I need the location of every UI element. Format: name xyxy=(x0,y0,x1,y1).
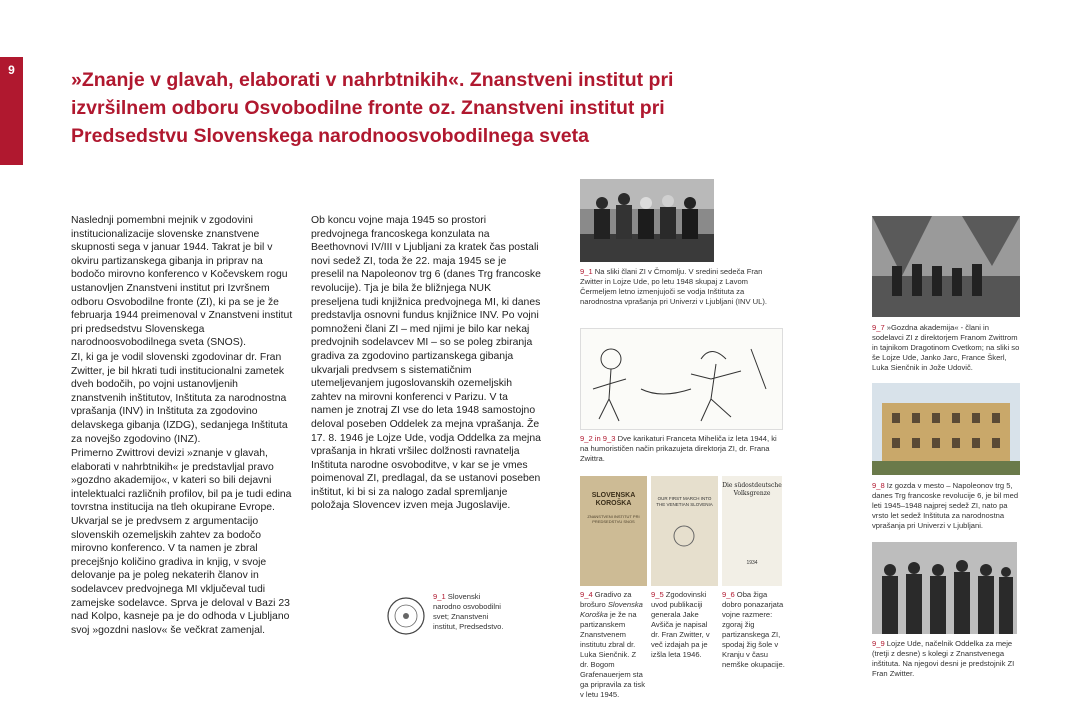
caption-text: »Gozdna akademija« - člani in sodelavci ZI z direktorjem Franom Zwittrom in tajnikom Dragotinom Cvetkom; na sliki so še Lojze Ude, Janko Jarc, France Škerl, Luka Sienčnik in Jože Udovič. xyxy=(872,323,1020,372)
caption-text: je že na partizanskem Znanstvenem institutu zbral dr. Luka Sienčnik. Z dr. Bogom Grafenauerjem sta ga pripravila za tisk v letu 1945. xyxy=(580,610,645,699)
caption-text: Gradivo za brošuro xyxy=(580,590,632,609)
seal-stamp xyxy=(386,596,426,636)
caption-text: Oba žiga dobro ponazarjata vojne razmere: zgoraj žig partizanskega ZI, spodaj žig šole v Kranju v času nemške okupacije. xyxy=(722,590,785,669)
book-year: 1934 xyxy=(746,560,758,566)
caption-9-4 xyxy=(580,590,646,700)
caricature-drawing xyxy=(581,329,782,429)
caption-seal xyxy=(433,592,507,632)
page-title: »Znanje v glavah, elaborati v nahrbtnikih«. Znanstveni institut pri izvršilnem odboru Osvobodilne fronte oz. Znanstveni institut pri Predsedstvu Slovenskega narodnoosvobodilnega sveta xyxy=(71,69,674,147)
book-volksgrenze xyxy=(722,476,782,586)
caption-number: 9_2 in 9_3 xyxy=(580,434,616,443)
paragraph: ZI, ki ga je vodil slovenski zgodovinar dr. Fran Zwitter, je bil hkrati tudi institucionalni zametek dveh bodočih, po vojni ustanovljenih znanstvenih inštitutov, Inštituta za narodnostna vprašanja (INV) in Inštituta za zgodovino delavskega gibanja (IZDG), sedanjega Inštituta za novejšo zgodovino (INZ). xyxy=(71,351,288,445)
caption-number: 9_1 xyxy=(433,592,446,601)
page-number-tab xyxy=(0,57,23,165)
book-emblem xyxy=(651,518,718,558)
caption-text: Dve karikaturi Franceta Miheliča iz leta 1944, ki na humorističen način prikazujeta direktorja ZI, dr. Frana Zwittra. xyxy=(580,434,777,463)
caption-text: Iz gozda v mesto – Napoleonov trg 5, danes Trg francoske revolucije 6, je bil med leti 1945–1948 najprej sedež ZI, nato pa vrsto let sedež Inštituta za narodnostna vprašanja pri Univerzi v Ljubljani. xyxy=(872,481,1019,530)
caption-number: 9_6 xyxy=(722,590,735,599)
caption-number: 9_9 xyxy=(872,639,885,648)
colleagues-photo xyxy=(872,542,1017,634)
text-column-1 xyxy=(71,214,293,638)
caption-text: Zgodovinski uvod publikaciji generala Jake Avšiča je napisal dr. Fran Zwitter, v več izdajah pa je izšla leta 1946. xyxy=(651,590,710,659)
paragraph: Ob koncu vojne maja 1945 so prostori predvojnega francoskega konzulata na Beethovnovi IV/III v Ljubljani za kratek čas postali novi sedež ZI, toda že 22. maja 1945 se je preselil na Napoleonov trg 6 (danes Trg francoske revolucije). Tja je bila že bližnjega NUK preseljena tudi knjižnica predvojnega MI, ki danes predstavlja osnovni fundus knjižnice INV. Po vojni pomnoženi člani ZI – med njimi je bilo kar nekaj predvojnih sodelavcev MI – so se poleg zbiranja gradiva za zgodovino partizanskega gibanja ukvarjali predvsem s sistematičnim utemeljevanjem jugoslovanskih ozemeljskih zahtev na mirovni konferenci v Parizu. V ta namen je znotraj ZI vse do leta 1948 samostojno deloval poseben Oddelek za mejna vprašanja. Že 17. 8. 1946 je Lojze Ude, vodja Oddelka za mejna vprašanja in hkrati vršilec dolžnosti ravnatelja Inštituta narodne osvoboditve, v kar se je vmes poimenoval ZI, predlagal, da se ustanovi poseben inštitut, ki bi si za nalogo zadal spremljanje položaja Slovencev izven meja Jugoslavije. xyxy=(311,215,541,512)
caption-9-1 xyxy=(580,267,780,307)
caption-number: 9_8 xyxy=(872,481,885,490)
caption-number: 9_1 xyxy=(580,267,593,276)
caption-text: Na sliki člani ZI v Črnomlju. V sredini sedeča Fran Zwitter in Lojze Ude, po letu 1948 skupaj z Lavom Čermeljem letno izmenjujoči se vodja Inštituta za narodnostna vprašanja pri Univerzi v Ljubljani (INV UL). xyxy=(580,267,767,306)
book-title: OUR FIRST MARCH INTO THE VENETIAN SLOVENIA xyxy=(656,496,713,507)
caption-9-9 xyxy=(872,639,1022,679)
book-slovenska-koroska xyxy=(580,476,647,586)
paragraph: Primerno Zwittrovi devizi »znanje v glavah, elaborati v nahrbtnikih« je predstavljal pravo »gozdno akademijo«, v kateri so bili dejavni intelektualci različnih profilov, bil pa je tudi edina tovrstna institucija na tleh okupirane Evrope. Ukvarjal se je predvsem z argumentacijo slovenskih ozemeljskih zahtev za bodočo mirovno konferenco. V ta namen je zbral precejšnjo količino gradiva in knjig, v svoje delovanje pa je poleg nekaterih članov in sodelavcev predvojnega MI vključeval tudi zamejske sodelavce. Sprva je deloval v Bazi 23 nad Kolpo, kasneje pa je do odhoda v Ljubljano svoj »gozdni naslov« še večkrat zamenjal. xyxy=(71,448,292,636)
text-column-2 xyxy=(311,214,541,514)
book-title: SLOVENSKA KOROŠKA xyxy=(591,492,636,507)
caption-9-5 xyxy=(651,590,717,660)
page-number: 9 xyxy=(8,63,15,77)
caption-9-6 xyxy=(722,590,786,670)
book-title: Die südostdeutsche Volksgrenze xyxy=(722,482,782,497)
building-photo xyxy=(872,383,1020,475)
book-subtitle: ZNANSTVENI INSTITUT PRI PREDSEDSTVU SNOS xyxy=(587,514,640,524)
caption-9-7 xyxy=(872,323,1022,373)
caption-number: 9_4 xyxy=(580,590,593,599)
caption-9-8 xyxy=(872,481,1022,531)
caricatures xyxy=(580,328,783,430)
caption-9-2-3 xyxy=(580,434,780,464)
caption-number: 9_5 xyxy=(651,590,664,599)
caption-number: 9_7 xyxy=(872,323,885,332)
paragraph: Naslednji pomembni mejnik v zgodovini institucionalizacije slovenske znanstvene skupnosti sega v januar 1944. Takrat je bil v okviru partizanskega gibanja in priprav na bodočo mirovno konferenco v Kočevskem rogu ustanovljen Znanstveni institut pri Izvršnem odboru Osvobodilne fronte (ZI), ki pa se je že februarja 1944 preimenoval v Znanstveni institut pri predsedstvu Slovenskega narodnoosvobodilnega sveta (SNOS). xyxy=(71,215,293,349)
book-first-march xyxy=(651,476,718,586)
group-photo xyxy=(580,179,714,262)
caption-book-title: Slovenska Koroška xyxy=(580,600,643,619)
caption-text: Lojze Ude, načelnik Oddelka za meje (tretji z desne) s kolegi z Znanstvenega inštituta. Na njegovi desni je predstojnik ZI Fran Zwitter. xyxy=(872,639,1015,678)
group-photo-graphic xyxy=(580,179,714,262)
caption-text: Slovenski narodno osvobodilni svet; Znanstveni institut, Predsedstvo. xyxy=(433,592,504,631)
forest-academy-photo xyxy=(872,216,1020,317)
